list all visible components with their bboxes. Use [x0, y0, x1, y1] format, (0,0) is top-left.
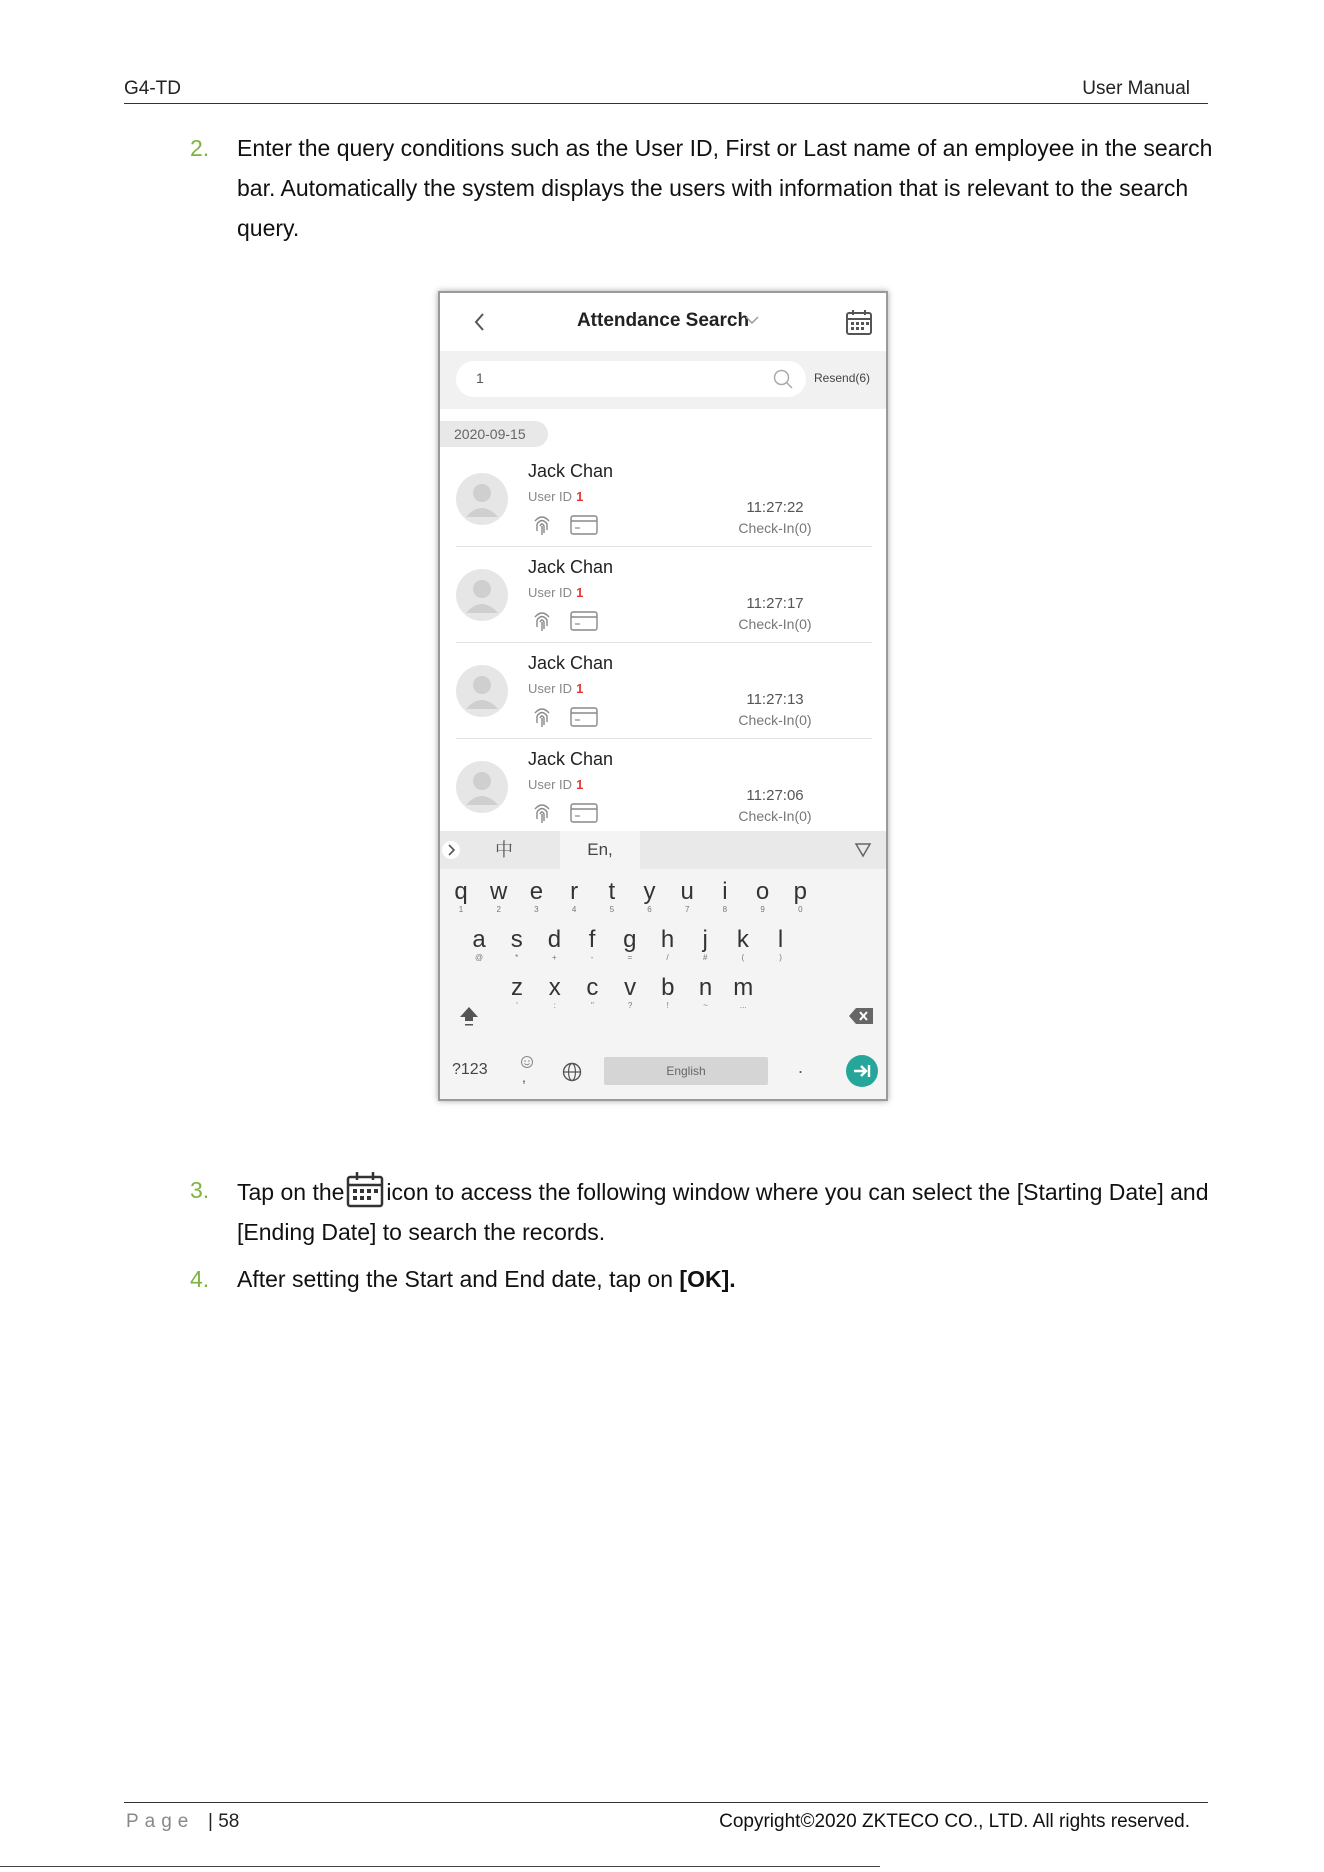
key-secondary: 7 [684, 905, 690, 914]
ok-label: [OK]. [679, 1266, 736, 1292]
key-secondary: ... [739, 1001, 747, 1010]
card-icon [570, 611, 598, 631]
key-letter: o [755, 878, 770, 905]
card-icon [570, 707, 598, 727]
record-status: Check-In(0) [738, 808, 812, 824]
step-number: 4. [190, 1266, 210, 1292]
user-id: User ID 1 [528, 489, 584, 504]
page-footer [124, 1802, 1208, 1842]
key-letter: y [643, 878, 656, 905]
user-name: Jack Chan [528, 461, 614, 481]
record-row[interactable] [440, 451, 886, 547]
key-letter: s [510, 926, 523, 953]
key-letter: m [733, 974, 754, 1001]
step-text: After setting the Start and End date, tap on [OK]. [237, 1266, 736, 1292]
calendar-icon[interactable] [844, 307, 874, 337]
comma-key[interactable]: , [522, 1069, 526, 1085]
key-secondary: ~ [703, 1001, 708, 1010]
space-bar[interactable]: English [604, 1057, 768, 1085]
bottom-rule [0, 1866, 880, 1867]
key-z[interactable] [498, 975, 536, 1011]
key-d[interactable] [535, 927, 573, 963]
record-status: Check-In(0) [738, 712, 812, 728]
fingerprint-icon [530, 511, 554, 537]
key-letter: a [472, 926, 486, 953]
soft-keyboard [440, 831, 886, 1101]
key-letter: d [547, 926, 562, 953]
key-secondary: + [552, 953, 557, 962]
key-secondary: 4 [571, 905, 577, 914]
key-t[interactable] [593, 879, 631, 915]
step-text: Enter the query conditions such as the User ID, First or Last name of an employee in the search bar. Automatically the system displays the users with information that is relevant to the search query. [237, 135, 1213, 241]
key-letter: r [570, 878, 579, 905]
key-e[interactable] [517, 879, 555, 915]
key-h[interactable] [649, 927, 687, 963]
key-secondary: / [666, 953, 669, 962]
key-l[interactable] [762, 927, 800, 963]
user-id: User ID 1 [528, 681, 584, 696]
key-letter: l [777, 926, 784, 953]
key-secondary: 0 [798, 905, 803, 914]
keyboard-toolbar [440, 831, 886, 869]
key-r[interactable] [555, 879, 593, 915]
record-row[interactable] [440, 547, 886, 643]
key-i[interactable] [706, 879, 744, 915]
user-name: Jack Chan [528, 557, 614, 577]
period-key[interactable]: . [798, 1057, 804, 1077]
key-j[interactable] [686, 927, 724, 963]
key-letter: k [736, 926, 749, 953]
search-icon[interactable] [772, 368, 794, 390]
date-chip: 2020-09-15 [440, 421, 548, 447]
record-status: Check-In(0) [738, 520, 812, 536]
record-time: 11:27:06 [746, 787, 804, 804]
copyright: Copyright©2020 ZKTECO CO., LTD. All rights reserved. [719, 1811, 1190, 1832]
key-letter: n [698, 974, 713, 1001]
calendar-icon [346, 1170, 384, 1208]
chevron-down-icon[interactable] [744, 312, 760, 328]
key-secondary: 9 [760, 905, 765, 914]
key-secondary: : [553, 1001, 556, 1010]
key-secondary: ' [516, 1001, 518, 1010]
expand-arrow-icon[interactable] [442, 841, 460, 859]
search-value: 1 [476, 370, 484, 386]
record-status: Check-In(0) [738, 616, 812, 632]
key-secondary: 2 [496, 905, 501, 914]
app-top-bar [440, 293, 886, 351]
page-header [124, 76, 1208, 104]
key-secondary: # [702, 953, 708, 962]
key-x[interactable] [536, 975, 574, 1011]
key-letter: x [548, 974, 561, 1001]
key-m[interactable] [724, 975, 762, 1011]
page-label: Page [126, 1811, 195, 1832]
key-secondary: ( [741, 953, 745, 962]
key-a[interactable] [460, 927, 498, 963]
key-secondary: 8 [722, 905, 728, 914]
record-row[interactable] [440, 739, 886, 835]
key-secondary: @ [474, 953, 484, 962]
key-letter: j [702, 926, 708, 953]
enter-icon[interactable] [846, 1055, 878, 1087]
emoji-icon[interactable] [520, 1055, 534, 1069]
key-k[interactable] [724, 927, 762, 963]
key-letter: b [661, 974, 675, 1001]
key-v[interactable] [611, 975, 649, 1011]
key-letter: w [490, 878, 508, 905]
card-icon [570, 803, 598, 823]
key-p[interactable] [781, 879, 819, 915]
step-number: 2. [190, 135, 210, 161]
record-time: 11:27:22 [746, 499, 804, 516]
key-letter: p [793, 878, 807, 905]
key-secondary: ? [627, 1001, 633, 1010]
key-letter: e [529, 878, 544, 905]
record-row[interactable] [440, 643, 886, 739]
key-secondary: 5 [609, 905, 615, 914]
key-n[interactable] [687, 975, 725, 1011]
backspace-icon[interactable] [848, 1007, 874, 1025]
key-secondary: 6 [647, 905, 652, 914]
key-secondary: ! [666, 1001, 669, 1010]
key-letter: u [680, 878, 694, 905]
key-c[interactable] [573, 975, 611, 1011]
key-q[interactable] [442, 879, 480, 915]
key-letter: z [511, 974, 523, 1001]
user-id: User ID 1 [528, 585, 584, 600]
card-icon [570, 515, 598, 535]
fingerprint-icon [530, 607, 554, 633]
key-secondary: * [515, 953, 519, 962]
avatar-icon [456, 665, 508, 717]
doc-model: G4-TD [124, 78, 181, 99]
symbols-key[interactable]: ?123 [452, 1061, 488, 1078]
key-y[interactable] [631, 879, 669, 915]
screen-title: Attendance Search [576, 310, 750, 331]
user-name: Jack Chan [528, 749, 614, 769]
key-letter: f [588, 926, 596, 953]
key-letter: h [660, 926, 675, 953]
key-letter: c [586, 974, 599, 1001]
key-letter: i [722, 878, 728, 905]
key-secondary: " [590, 1001, 594, 1010]
page-number: | 58 [208, 1811, 240, 1832]
attendance-search-screenshot [438, 291, 888, 1101]
key-u[interactable] [668, 879, 706, 915]
lang-english-key[interactable]: En, [560, 831, 640, 869]
key-w[interactable] [480, 879, 518, 915]
key-letter: t [608, 878, 616, 905]
key-o[interactable] [744, 879, 782, 915]
key-b[interactable] [649, 975, 687, 1011]
step-number: 3. [190, 1177, 210, 1203]
step-text: Tap on the icon to access the following window where you can select the [Starting Date] and [Ending Date] to search the records. [237, 1170, 1237, 1252]
key-secondary: = [627, 953, 633, 962]
key-letter: g [623, 926, 637, 953]
key-secondary: 3 [534, 905, 539, 914]
key-s[interactable] [498, 927, 536, 963]
record-time: 11:27:17 [746, 595, 804, 612]
avatar-icon [456, 761, 508, 813]
avatar-icon [456, 473, 508, 525]
search-bar-area [440, 351, 886, 409]
user-id: User ID 1 [528, 777, 584, 792]
key-letter: q [454, 878, 468, 905]
user-name: Jack Chan [528, 653, 614, 673]
lang-chinese-key[interactable]: 中 [464, 831, 544, 869]
key-g[interactable] [611, 927, 649, 963]
globe-icon[interactable] [562, 1062, 582, 1082]
hide-keyboard-icon[interactable] [854, 842, 872, 858]
search-input[interactable] [456, 361, 806, 397]
fingerprint-icon [530, 799, 554, 825]
fingerprint-icon [530, 703, 554, 729]
key-letter: v [624, 974, 637, 1001]
shift-icon[interactable] [458, 1005, 480, 1027]
date-group-header [440, 409, 886, 451]
record-time: 11:27:13 [746, 691, 804, 708]
doc-type: User Manual [1082, 78, 1190, 99]
key-f[interactable] [573, 927, 611, 963]
key-secondary: ) [779, 953, 782, 962]
avatar-icon [456, 569, 508, 621]
key-secondary: 1 [458, 905, 464, 914]
key-secondary: - [590, 953, 594, 962]
resend-button[interactable]: Resend(6) [814, 371, 871, 385]
